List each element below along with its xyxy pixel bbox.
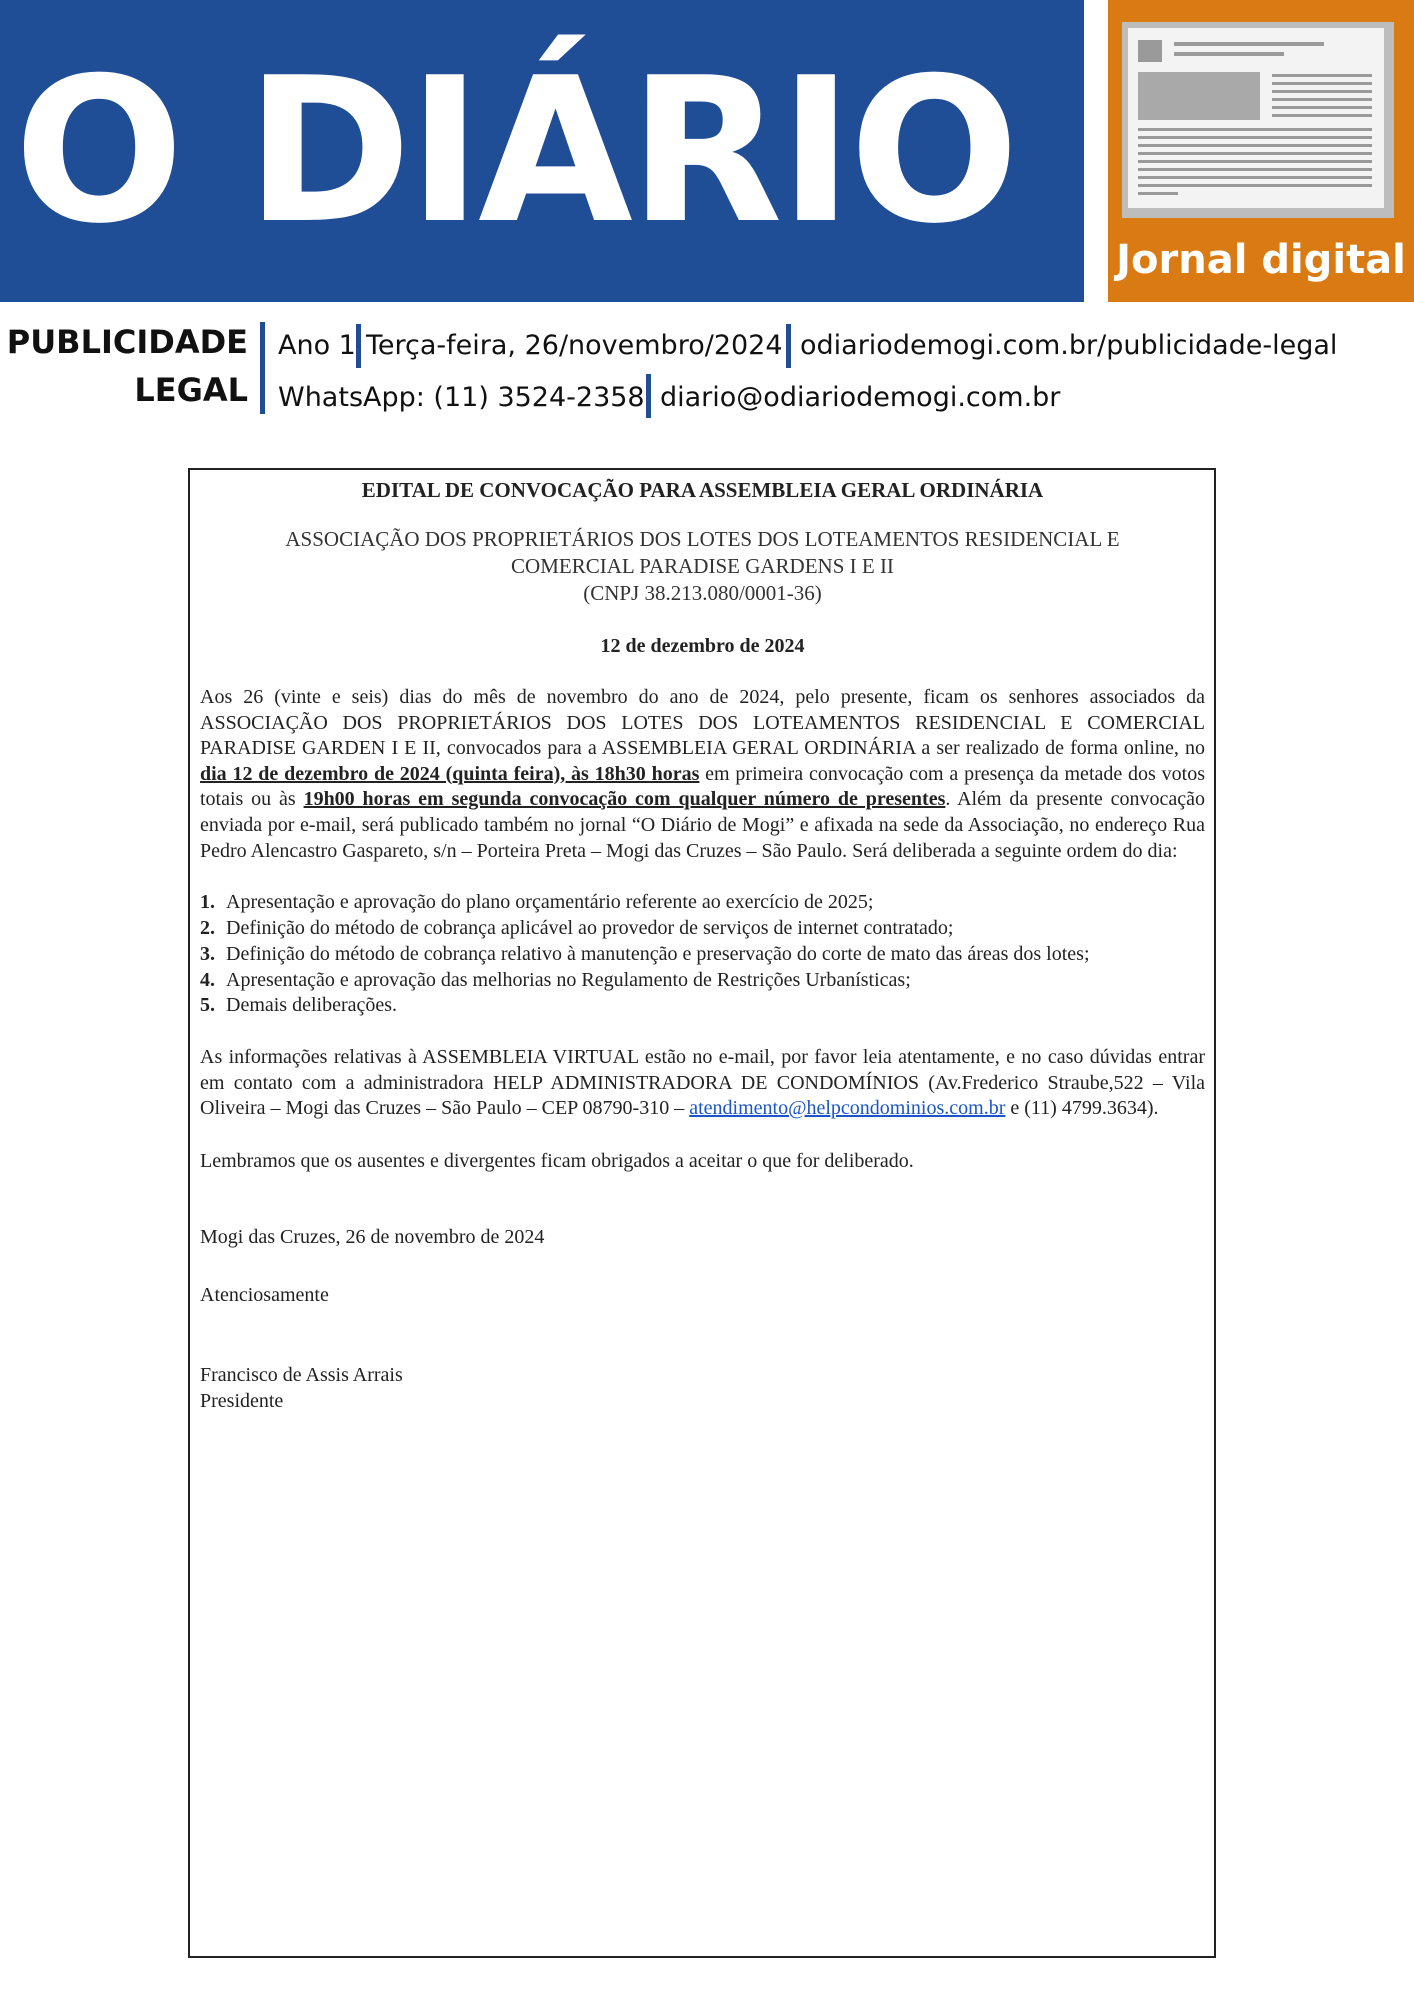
info-text: As informações relativas à ASSEMBLEIA VIRTUAL estão no e-mail, por favor leia atentamente, e no caso dúvidas entrar em contato com a administradora HELP ADMINISTRADORA DE CONDOMÍNIOS (Av.Frederico Straube,522 – Vila Oliveira – Mogi das Cruzes – São Paulo – CEP 08790-310 – xyxy=(200,1046,1205,1120)
masthead-logo-banner xyxy=(0,0,1084,302)
agenda-item xyxy=(200,993,1205,1019)
agenda-item xyxy=(200,968,1205,994)
convocation-text: Aos 26 (vinte e seis) dias do mês de novembro do ano de 2024, pelo presente, ficam os senhores associados da ASSOCIAÇÃO DOS PROPRIETÁRIOS DOS LOTES DOS LOTEAMENTOS RESIDENCIAL E COMERCIAL PARADISE GARDEN I E II, convocados para a ASSEMBLEIA GERAL ORDINÁRIA a ser realizado de forma online, no xyxy=(200,686,1205,760)
legal-notice xyxy=(188,468,1216,1958)
agenda-item xyxy=(200,942,1205,968)
agenda-number: 5. xyxy=(200,994,215,1017)
agenda-number: 4. xyxy=(200,968,215,991)
virtual-assembly-info xyxy=(200,1045,1205,1122)
newspaper-icon xyxy=(1122,22,1394,218)
agenda-text: Definição do método de cobrança relativo à manutenção e preservação do corte de mato das áreas dos lotes; xyxy=(226,942,1090,965)
divider xyxy=(356,324,361,368)
section-title xyxy=(4,318,248,414)
edition-year: Ano 1 xyxy=(278,330,356,361)
agenda-number: 2. xyxy=(200,916,215,939)
agenda-text: Apresentação e aprovação do plano orçamentário referente ao exercício de 2025; xyxy=(226,891,874,914)
agenda-text: Definição do método de cobrança aplicável ao provedor de serviços de internet contratado; xyxy=(226,916,954,939)
agenda-text: Apresentação e aprovação das melhorias no Regulamento de Restrições Urbanísticas; xyxy=(226,968,911,991)
convocation-text: em primeira convocação com a presença da metade dos votos totais ou às xyxy=(200,762,1205,811)
agenda-number: 3. xyxy=(200,942,215,965)
divider xyxy=(260,322,265,414)
signer-role: Presidente xyxy=(200,1389,284,1412)
divider xyxy=(786,324,791,368)
place-and-date: Mogi das Cruzes, 26 de novembro de 2024 xyxy=(200,1225,545,1248)
agenda-item xyxy=(200,890,1205,916)
agenda-item xyxy=(200,916,1205,942)
notice-title: EDITAL DE CONVOCAÇÃO PARA ASSEMBLEIA GERAL ORDINÁRIA xyxy=(361,478,1044,502)
signer-name: Francisco de Assis Arrais xyxy=(200,1363,403,1386)
assembly-date: 12 de dezembro de 2024 xyxy=(600,635,805,657)
convocation-text: . Além da presente convocação enviada por e-mail, será publicado também no jornal “O Diário de Mogi” e afixada na sede da Associação, no endereço Rua Pedro Alencastro Gaspareto, s/n – Porteira Preta – Mogi das Cruzes – São Paulo. Será deliberada a seguinte ordem do dia: xyxy=(200,788,1205,862)
newspaper-logo: O DIÁRIO xyxy=(14,35,1016,268)
jornal-digital-badge xyxy=(1108,0,1414,302)
convocation-paragraph xyxy=(200,685,1205,864)
second-call-time: 19h00 horas em segunda convocação com qualquer número de presentes xyxy=(303,788,946,811)
agenda-list xyxy=(200,890,1205,1019)
info-text: e (11) 4799.3634). xyxy=(1005,1097,1159,1120)
email-link[interactable]: diario@odiariodemogi.com.br xyxy=(660,382,1061,413)
helpdesk-email-link[interactable]: atendimento@helpcondominios.com.br xyxy=(689,1097,1006,1120)
section-title-line2: LEGAL xyxy=(134,371,248,409)
association-name-line2: COMERCIAL PARADISE GARDENS I E II xyxy=(511,554,894,578)
divider xyxy=(646,374,651,418)
jornal-digital-label: Jornal digital xyxy=(1116,237,1406,283)
section-title-line1: PUBLICIDADE xyxy=(6,323,248,361)
closing-salutation: Atenciosamente xyxy=(200,1283,329,1306)
association-cnpj: (CNPJ 38.213.080/0001-36) xyxy=(583,581,822,605)
first-call-time: dia 12 de dezembro de 2024 (quinta feira), às 18h30 horas xyxy=(200,762,700,785)
publicidade-legal-link[interactable]: odiariodemogi.com.br/publicidade-legal xyxy=(800,330,1338,361)
whatsapp-contact: WhatsApp: (11) 3524-2358 xyxy=(278,382,645,413)
association-name-line1: ASSOCIAÇÃO DOS PROPRIETÁRIOS DOS LOTES DOS LOTEAMENTOS RESIDENCIAL E xyxy=(285,527,1120,551)
reminder-text: Lembramos que os ausentes e divergentes ficam obrigados a aceitar o que for deliberado. xyxy=(200,1149,914,1172)
agenda-text: Demais deliberações. xyxy=(226,994,398,1017)
agenda-number: 1. xyxy=(200,891,215,914)
edition-date: Terça-feira, 26/novembro/2024 xyxy=(366,330,783,361)
